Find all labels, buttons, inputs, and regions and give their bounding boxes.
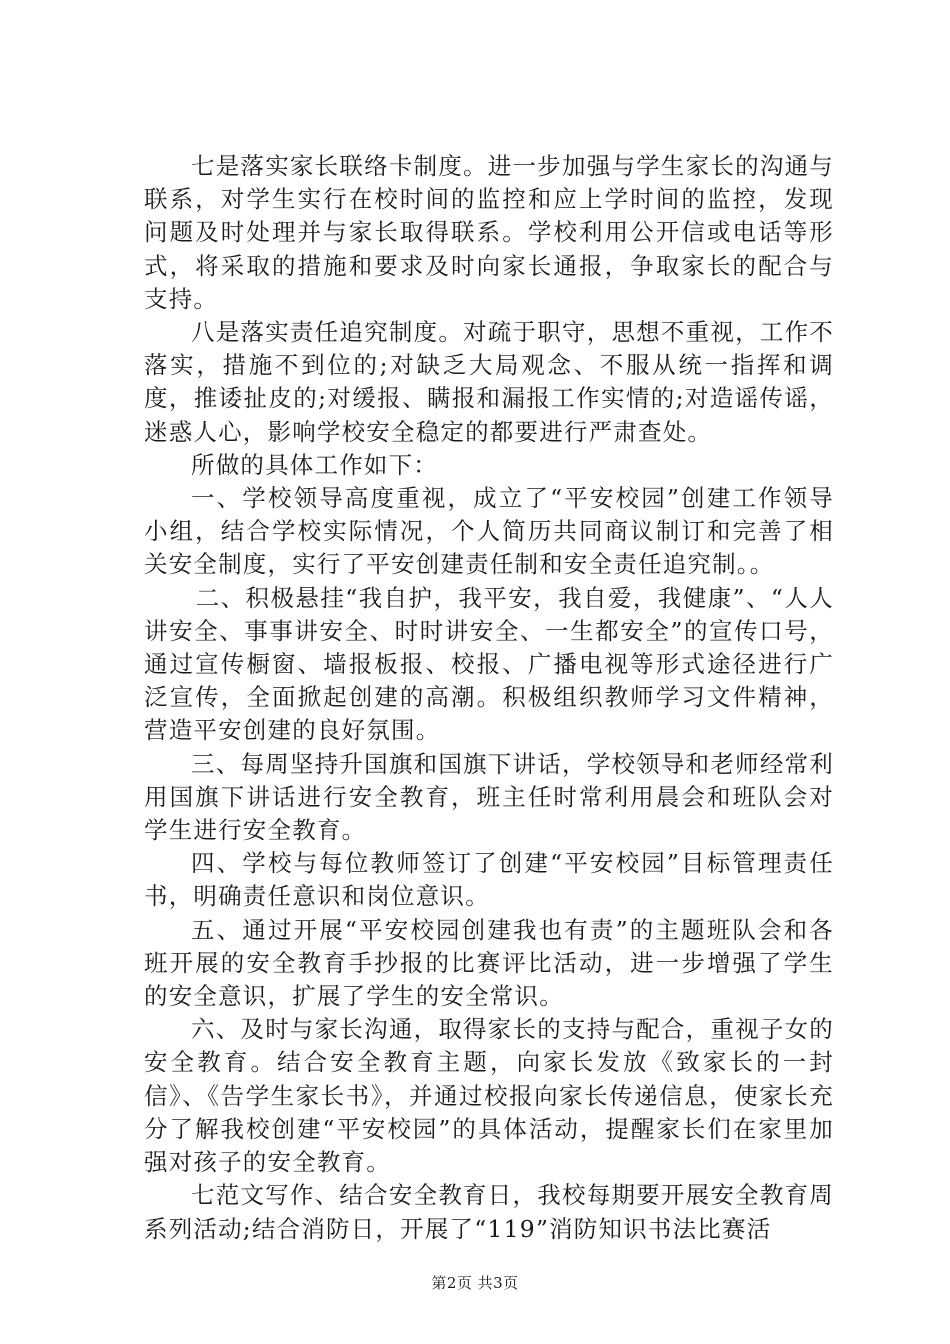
paragraph-item-2: 二、积极悬挂“我自护，我平安，我自爱，我健康”、“人人讲安全、事事讲安全、时时讲安全、一生都安全”的宣传口号，通过宣传橱窗、墙报板报、校报、广播电视等形式途径进行广泛宣传，全面掀起创建的高潮。积极组织教师学习文件精神，营造平安创建的良好氛围。 [144,583,834,745]
paragraph-item-6: 六、及时与家长沟通，取得家长的支持与配合，重视子女的安全教育。结合安全教育主题，向家长发放《致家长的一封信》、《告学生家长书》，并通过校报向家长传递信息，使家长充分了解我校创建“平安校园”的具体活动，提醒家长们在家里加强对孩子的安全教育。 [144,1015,834,1177]
paragraph-accountability: 八是落实责任追究制度。对疏于职守，思想不重视，工作不落实，措施不到位的;对缺乏大局观念、不服从统一指挥和调度，推诿扯皮的;对缓报、瞒报和漏报工作实情的;对造谣传谣，迷惑人心，影响学校安全稳定的都要进行严肃查处。 [144,318,834,446]
page-number-footer: 第2页 共3页 [431,1274,519,1292]
paragraph-item-7: 七范文写作、结合安全教育日，我校每期要开展安全教育周系列活动;结合消防日，开展了“119”消防知识书法比赛活 [144,1181,834,1243]
document-body [144,150,834,1246]
paragraph-work-intro: 所做的具体工作如下： [191,450,438,479]
paragraph-parent-contact-card: 七是落实家长联络卡制度。进一步加强与学生家长的沟通与联系，对学生实行在校时间的监控和应上学时间的监控，发现问题及时处理并与家长取得联系。学校利用公开信或电话等形式，将采取的措施和要求及时向家长通报，争取家长的配合与支持。 [144,152,834,313]
paragraph-item-1: 一、学校领导高度重视，成立了“平安校园”创建工作领导小组，结合学校实际情况，个人简历共同商议制订和完善了相关安全制度，实行了平安创建责任制和安全责任追究制。。 [144,484,834,579]
paragraph-item-3: 三、每周坚持升国旗和国旗下讲话，学校领导和老师经常利用国旗下讲话进行安全教育，班主任时常利用晨会和班队会对学生进行安全教育。 [144,749,834,845]
paragraph-item-4: 四、学校与每位教师签订了创建“平安校园”目标管理责任书，明确责任意识和岗位意识。 [144,849,834,911]
paragraph-item-5: 五、通过开展“平安校园创建我也有责”的主题班队会和各班开展的安全教育手抄报的比赛评比活动，进一步增强了学生的安全意识，扩展了学生的安全常识。 [144,915,834,1011]
